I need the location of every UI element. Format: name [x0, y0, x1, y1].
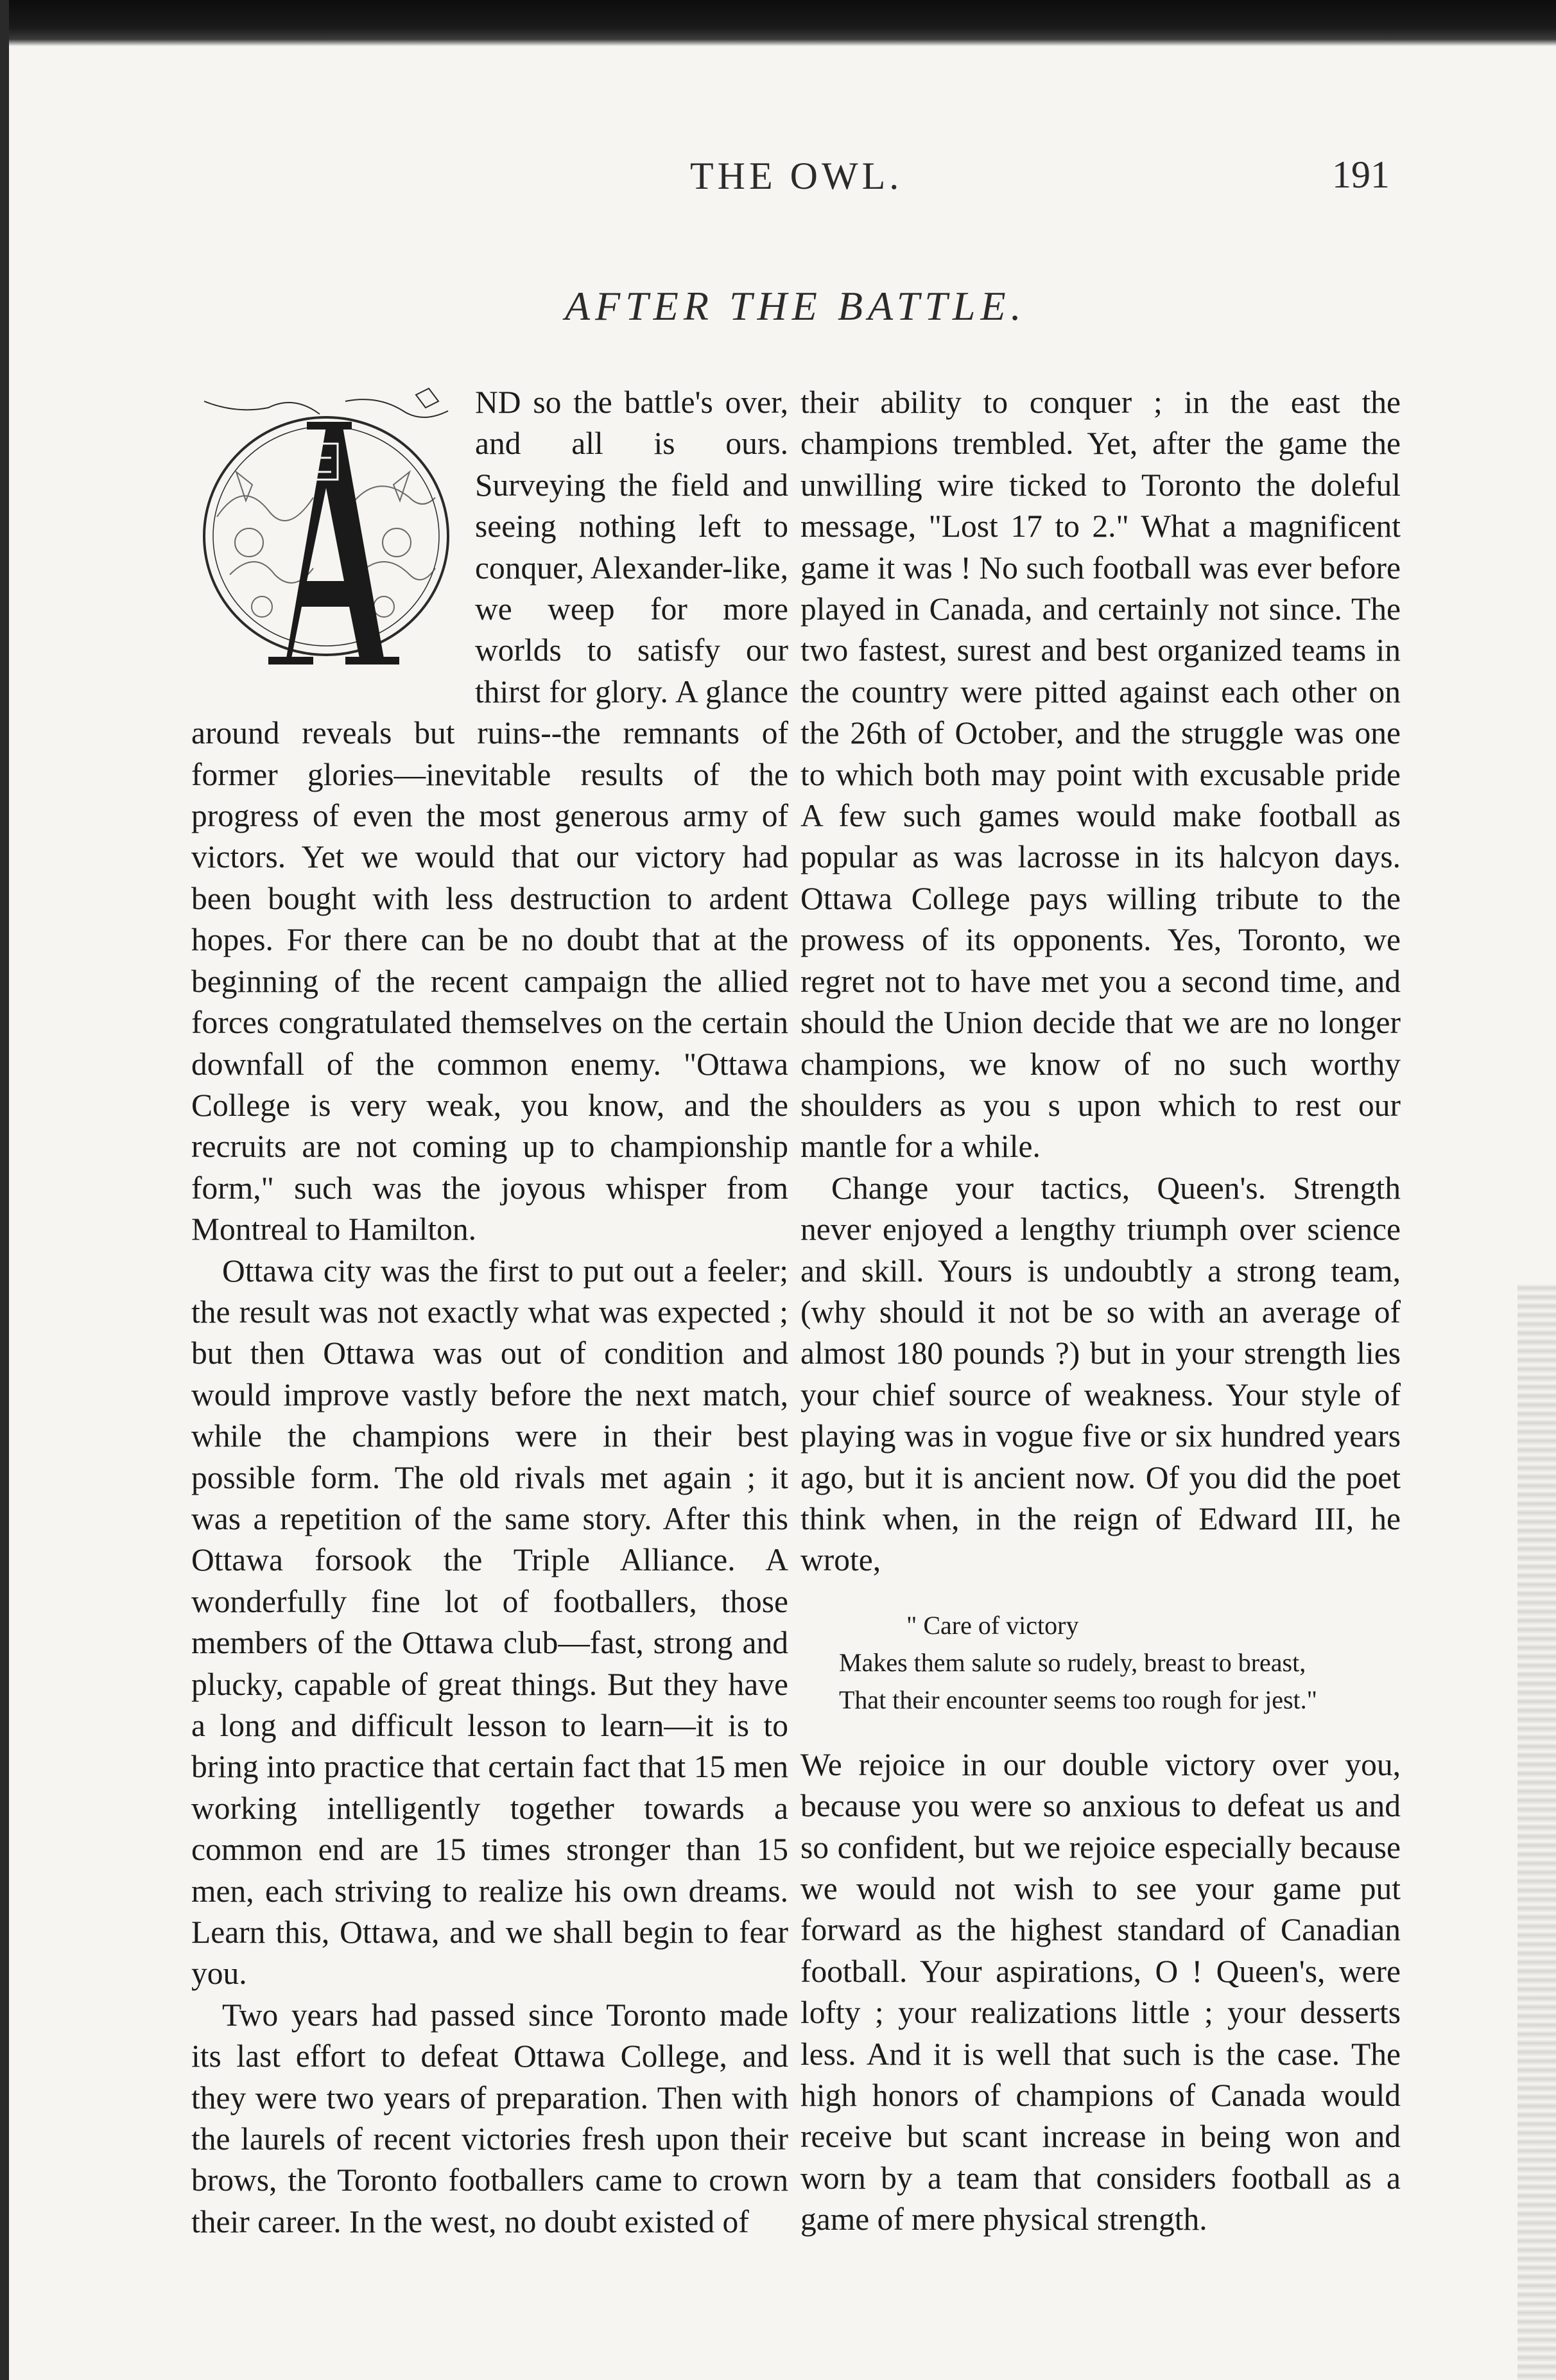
- scan-border-top: [0, 0, 1556, 46]
- verse-line: That their encounter seems too rough for jest.": [839, 1685, 1317, 1714]
- right-column: [800, 382, 1401, 2241]
- paragraph: Change your tactics, Queen's. Strength never enjoyed a lengthy triumph over science and skill. Yours is undoubtly a strong team, (why should it not be so with an average of almost 180 pounds ?) but in your strength lies your chief source of weakness. Your style of playing was in vogue five or six hundred years ago, but it is ancient now. Of you did the poet think when, in the reign of Edward III, he wrote,: [800, 1170, 1401, 1578]
- article-title: AFTER THE BATTLE.: [565, 283, 1026, 329]
- left-column: [191, 382, 788, 2243]
- paragraph: ND so the battle's over, and all is ours. Surveying the field and seeing nothing left to conquer, Alexander-like, we weep for more worlds to satisfy our thirst for glory. A glance around reveals but ruins--the remnants of former glories—inevitable results of the progress of even the most generous army of victors. Yet we would that our victory had been bought with less destruction to ardent hopes. For there can be no doubt that at the beginning of the recent campaign the allied forces congratulated themselves on the certain downfall of the common enemy. "Ottawa College is very weak, you know, and the recruits are not coming up to championship form," such was the joyous whisper from Montreal to Hamilton.: [191, 385, 788, 1247]
- verse-line: " Care of victory: [906, 1610, 1079, 1640]
- page-number: 191: [1332, 153, 1390, 196]
- running-head: THE OWL.: [690, 155, 903, 197]
- scan-border-left: [0, 0, 9, 2380]
- verse-line: Makes them salute so rudely, breast to breast,: [839, 1647, 1306, 1677]
- scan-edge-noise: [1517, 1284, 1556, 2380]
- paragraph: Two years had passed since Toronto made its last effort to defeat Ottawa College, and they were two years of preparation. Then with the laurels of recent victories fresh upon their brows, the Toronto footballers came to crown their career. In the west, no doubt existed of: [191, 1997, 788, 2239]
- paragraph: their ability to conquer ; in the east the champions trembled. Yet, after the game the unwilling wire ticked to Toronto the doleful message, "Lost 17 to 2." What a magnificent game it was ! No such football was ever before played in Canada, and certainly not since. The two fastest, surest and best organized teams in the country were pitted against each other on the 26th of October, and the struggle was one to which both may point with excusable pride A few such games would make football as popular as was lacrosse in its halcyon days. Ottawa College pays willing tribute to the prowess of its opponents. Yes, Toronto, we regret not to have met you a second time, and should the Union decide that we are no longer champions, we know of no such worthy shoulders as you s upon which to rest our mantle for a while.: [800, 385, 1401, 1165]
- paragraph: Ottawa city was the first to put out a feeler; the result was not exactly what was expected ; but then Ottawa was out of condition and would improve vastly before the next match, while the champions were in their best possible form. The old rivals met again ; it was a repetition of the same story. After this Ottawa forsook the Triple Alliance. A wonderfully fine lot of footballers, those members of the Ottawa club—fast, strong and plucky, capable of great things. But they have a long and difficult lesson to learn—it is to bring into practice that certain fact that 15 men working intelligently together towards a common end are 15 times stronger than 15 men, each striving to realize his own dreams. Learn this, Ottawa, and we shall begin to fear you.: [191, 1253, 788, 1992]
- ornamental-drop-cap: [191, 382, 461, 674]
- paragraph: We rejoice in our double victory over you, because you were so anxious to defeat us and so confident, but we rejoice especially because we would not wish to see your game put forward as the highest standard of Canadian football. Your aspirations, O ! Queen's, were lofty ; your realizations little ; your desserts less. And it is well that such is the case. The high honors of champions of Canada would receive but scant increase in being won and worn by a team that considers football as a game of mere physical strength.: [800, 1746, 1401, 2237]
- verse-quotation: [800, 1607, 1401, 1719]
